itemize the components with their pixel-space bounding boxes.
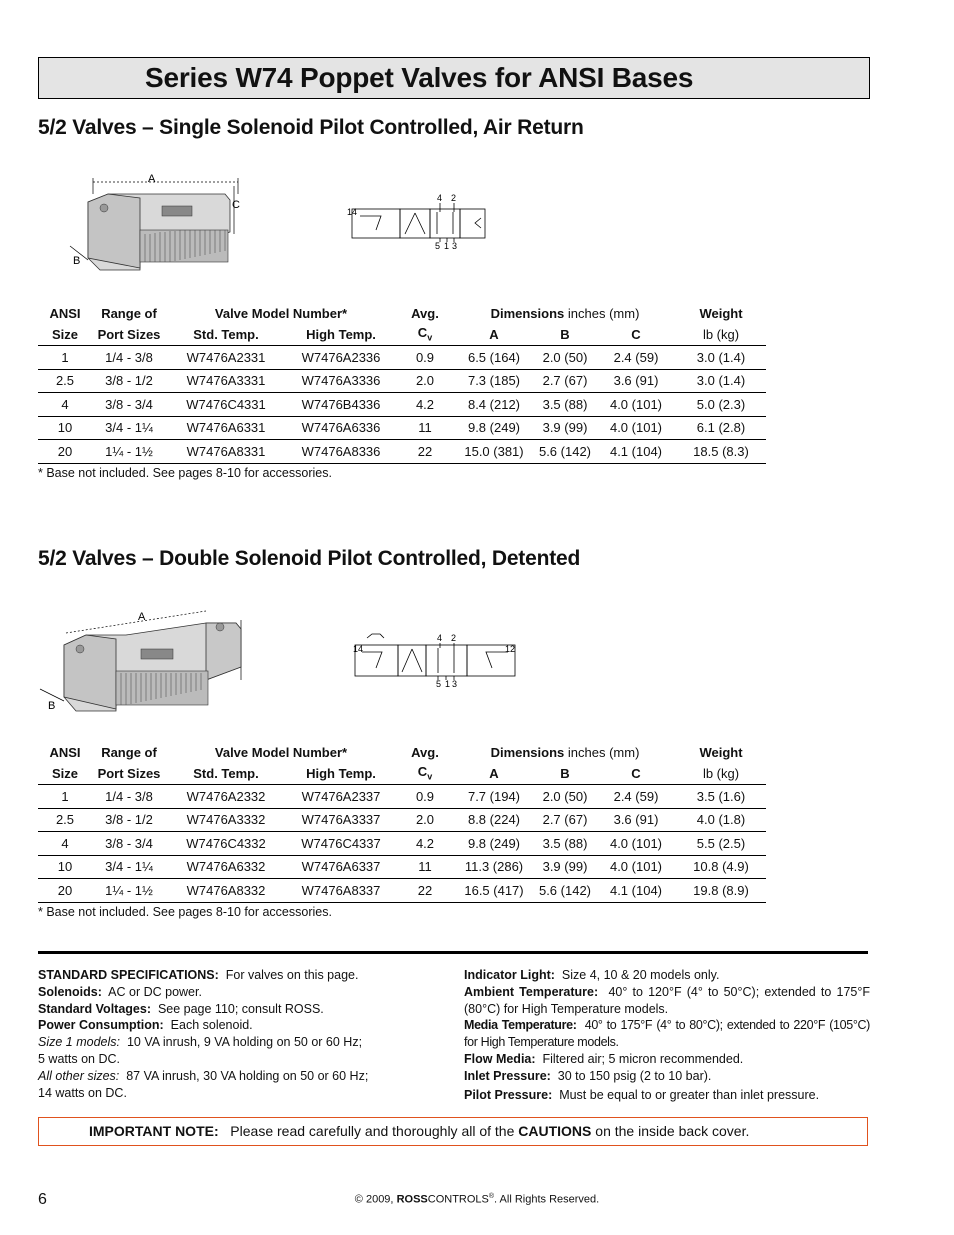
- header-ansi: ANSI: [49, 305, 81, 321]
- registered-mark: ®: [488, 1193, 495, 1200]
- table-row: [38, 808, 766, 832]
- cell-dim-b: 2.7 (67): [534, 369, 596, 393]
- symbol-port-4: 4: [437, 633, 443, 643]
- header-model: Valve Model Number*: [214, 744, 348, 760]
- brand-suffix: CONTROLS: [427, 1193, 489, 1206]
- header-cv: [396, 323, 454, 346]
- pneumatic-symbol-single: [345, 190, 490, 252]
- cell-dim-b: 3.5 (88): [534, 393, 596, 417]
- cell-dim-a: 8.8 (224): [454, 808, 534, 832]
- cell-dim-a: 15.0 (381): [454, 440, 534, 464]
- cell-cv: 0.9: [396, 785, 454, 809]
- spec-inlet-value: 30 to 150 psig (2 to 10 bar).: [557, 1068, 712, 1083]
- spec-flow-label: Flow Media:: [464, 1051, 536, 1066]
- spec-voltages-label: Standard Voltages:: [38, 1001, 151, 1016]
- page-title: Series W74 Poppet Valves for ANSI Bases: [145, 62, 694, 93]
- cell-size: 10: [38, 855, 92, 879]
- cell-dim-a: 6.5 (164): [454, 346, 534, 370]
- header-high-temp: High Temp.: [306, 326, 376, 342]
- cell-weight: 10.8 (4.9): [676, 855, 766, 879]
- cell-dim-a: 16.5 (417): [454, 879, 534, 903]
- header-dim-b: B: [560, 326, 570, 342]
- spec-standard-value: For valves on this page.: [225, 968, 359, 982]
- cell-port-range: 3/8 - 3/4: [92, 832, 166, 856]
- header-dimensions-label: Dimensions: [490, 305, 565, 321]
- header-dim-a: A: [489, 326, 499, 342]
- spec-pilot-label: Pilot Pressure:: [464, 1087, 553, 1102]
- cell-weight: 18.5 (8.3): [676, 440, 766, 464]
- cell-port-range: 1¼ - 1½: [92, 440, 166, 464]
- table-row: [38, 416, 766, 440]
- cell-dim-b: 3.9 (99): [534, 416, 596, 440]
- important-note-box: [38, 1117, 868, 1146]
- section-divider: [38, 951, 868, 954]
- cell-port-range: 1/4 - 3/8: [92, 346, 166, 370]
- cell-std-model: W7476C4331: [166, 393, 286, 417]
- brand-name: ROSS: [396, 1193, 428, 1206]
- cell-weight: 3.0 (1.4): [676, 369, 766, 393]
- header-dim-c: C: [631, 326, 641, 342]
- page-number: 6: [38, 1191, 47, 1208]
- spec-inlet-label: Inlet Pressure:: [464, 1068, 551, 1083]
- header-dimensions-unit: inches (mm): [567, 744, 640, 760]
- dim-a-label: A: [138, 611, 146, 623]
- cell-port-range: 1¼ - 1½: [92, 879, 166, 903]
- table-row: [38, 832, 766, 856]
- spec-ambient-value: 40° to 120°F (4° to 50°C); extended to 175°F (80°C) for High Temperature models.: [464, 984, 870, 1016]
- cell-size: 20: [38, 879, 92, 903]
- standard-specifications: [38, 967, 418, 1101]
- cell-dim-c: 4.0 (101): [596, 832, 676, 856]
- symbol-port-14: 14: [347, 207, 358, 217]
- cell-dim-b: 2.0 (50): [534, 346, 596, 370]
- cell-port-range: 3/8 - 1/2: [92, 808, 166, 832]
- cell-cv: 2.0: [396, 808, 454, 832]
- cell-dim-c: 2.4 (59): [596, 785, 676, 809]
- cell-port-range: 1/4 - 3/8: [92, 785, 166, 809]
- header-avg: Avg.: [411, 744, 439, 760]
- cell-weight: 19.8 (8.9): [676, 879, 766, 903]
- cell-dim-b: 5.6 (142): [534, 879, 596, 903]
- spec-power-value: Each solenoid.: [170, 1018, 253, 1033]
- header-ansi: ANSI: [49, 744, 81, 760]
- header-dim-b: B: [560, 765, 570, 781]
- header-model: Valve Model Number*: [214, 305, 348, 321]
- cell-dim-c: 3.6 (91): [596, 808, 676, 832]
- cell-size: 2.5: [38, 808, 92, 832]
- copyright-prefix: © 2009,: [354, 1193, 394, 1206]
- spec-solenoids-label: Solenoids:: [38, 984, 102, 999]
- copyright-rights: . All Rights Reserved.: [494, 1193, 600, 1206]
- header-cv-sub: v: [427, 771, 433, 782]
- cell-weight: 6.1 (2.8): [676, 416, 766, 440]
- important-note-cautions: CAUTIONS: [518, 1123, 592, 1139]
- header-dim-c: C: [631, 765, 641, 781]
- cell-size: 4: [38, 832, 92, 856]
- cell-port-range: 3/8 - 1/2: [92, 369, 166, 393]
- cell-port-range: 3/4 - 1¼: [92, 416, 166, 440]
- symbol-port-1: 1: [444, 241, 450, 251]
- cell-std-model: W7476C4332: [166, 832, 286, 856]
- symbol-port-2: 2: [451, 633, 457, 643]
- cell-size: 4: [38, 393, 92, 417]
- cell-high-model: W7476A3337: [286, 808, 396, 832]
- cell-port-range: 3/8 - 3/4: [92, 393, 166, 417]
- cell-dim-c: 3.6 (91): [596, 369, 676, 393]
- cell-high-model: W7476A8336: [286, 440, 396, 464]
- cell-weight: 5.0 (2.3): [676, 393, 766, 417]
- header-cv-c: C: [417, 325, 428, 341]
- cell-std-model: W7476A3331: [166, 369, 286, 393]
- header-port-sizes: Port Sizes: [97, 326, 161, 342]
- header-weight: Weight: [699, 744, 743, 760]
- spec-voltages-value: See page 110; consult ROSS.: [157, 1001, 324, 1016]
- additional-specifications: [464, 967, 870, 1103]
- cell-dim-b: 5.6 (142): [534, 440, 596, 464]
- cell-weight: 3.5 (1.6): [676, 785, 766, 809]
- symbol-port-5: 5: [436, 679, 442, 689]
- cell-weight: 3.0 (1.4): [676, 346, 766, 370]
- spec-indicator-value: Size 4, 10 & 20 models only.: [561, 968, 720, 982]
- cell-high-model: W7476A2336: [286, 346, 396, 370]
- table-row: [38, 369, 766, 393]
- header-cv-sub: v: [427, 332, 433, 343]
- spec-indicator-label: Indicator Light:: [464, 968, 555, 982]
- footnote-single: * Base not included. See pages 8-10 for accessories.: [38, 466, 332, 480]
- important-note-text: Please read carefully and thoroughly all of the: [230, 1123, 515, 1139]
- header-weight-unit: lb (kg): [702, 326, 740, 342]
- spec-other-value-2: 14 watts on DC.: [38, 1085, 127, 1100]
- table-row: [38, 855, 766, 879]
- spec-media-label: Media Temperature:: [464, 1018, 577, 1033]
- spec-table-double-solenoid: [38, 742, 766, 903]
- cell-dim-c: 2.4 (59): [596, 346, 676, 370]
- cell-high-model: W7476A6337: [286, 855, 396, 879]
- header-dim-a: A: [489, 765, 499, 781]
- cell-size: 20: [38, 440, 92, 464]
- symbol-port-3: 3: [452, 679, 458, 689]
- cell-high-model: W7476A6336: [286, 416, 396, 440]
- dim-c-label: C: [232, 199, 240, 211]
- header-cv-c: C: [417, 764, 428, 780]
- spec-size1-value: 10 VA inrush, 9 VA holding on 50 or 60 Hz;: [126, 1035, 363, 1050]
- cell-dim-c: 4.0 (101): [596, 393, 676, 417]
- cell-dim-a: 9.8 (249): [454, 416, 534, 440]
- dim-a-label: A: [148, 173, 156, 185]
- header-range: Range of: [101, 305, 157, 321]
- cell-dim-b: 3.5 (88): [534, 832, 596, 856]
- header-cv: [396, 762, 454, 785]
- cell-cv: 11: [396, 416, 454, 440]
- important-note-label: IMPORTANT NOTE:: [89, 1123, 219, 1139]
- cell-cv: 4.2: [396, 832, 454, 856]
- header-size: Size: [51, 765, 78, 781]
- header-std-temp: Std. Temp.: [193, 765, 259, 781]
- cell-cv: 4.2: [396, 393, 454, 417]
- cell-std-model: W7476A8332: [166, 879, 286, 903]
- dim-b-label: B: [48, 700, 56, 712]
- cell-std-model: W7476A2332: [166, 785, 286, 809]
- header-std-temp: Std. Temp.: [193, 326, 259, 342]
- table-row: [38, 879, 766, 903]
- cell-std-model: W7476A6331: [166, 416, 286, 440]
- symbol-port-4: 4: [437, 193, 443, 203]
- symbol-port-3: 3: [452, 241, 458, 251]
- footnote-double: * Base not included. See pages 8-10 for accessories.: [38, 905, 332, 919]
- header-port-sizes: Port Sizes: [97, 765, 161, 781]
- cell-dim-a: 11.3 (286): [454, 855, 534, 879]
- cell-size: 1: [38, 785, 92, 809]
- cell-dim-b: 3.9 (99): [534, 855, 596, 879]
- symbol-port-12: 12: [505, 644, 516, 654]
- important-note-tail: on the inside back cover.: [595, 1123, 750, 1139]
- cell-weight: 5.5 (2.5): [676, 832, 766, 856]
- spec-size1-value-2: 5 watts on DC.: [38, 1051, 120, 1066]
- spec-power-label: Power Consumption:: [38, 1018, 164, 1033]
- cell-dim-c: 4.0 (101): [596, 855, 676, 879]
- cell-cv: 2.0: [396, 369, 454, 393]
- valve-illustration-single: [60, 168, 250, 273]
- header-dimensions-unit: inches (mm): [567, 305, 640, 321]
- cell-std-model: W7476A6332: [166, 855, 286, 879]
- cell-cv: 22: [396, 440, 454, 464]
- symbol-port-1: 1: [445, 679, 451, 689]
- cell-dim-c: 4.1 (104): [596, 879, 676, 903]
- spec-standard-label: STANDARD SPECIFICATIONS:: [38, 968, 219, 982]
- cell-dim-b: 2.0 (50): [534, 785, 596, 809]
- symbol-port-14: 14: [353, 644, 364, 654]
- cell-high-model: W7476A2337: [286, 785, 396, 809]
- header-avg: Avg.: [411, 305, 439, 321]
- section-title-double-solenoid: 5/2 Valves – Double Solenoid Pilot Controlled, Detented: [38, 547, 581, 570]
- header-range: Range of: [101, 744, 157, 760]
- cell-std-model: W7476A3332: [166, 808, 286, 832]
- header-dimensions: [454, 303, 676, 323]
- spec-flow-value: Filtered air; 5 micron recommended.: [542, 1051, 744, 1066]
- spec-other-label: All other sizes:: [38, 1068, 120, 1083]
- spec-other-value: 87 VA inrush, 30 VA holding on 50 or 60 Hz;: [126, 1068, 369, 1083]
- cell-cv: 22: [396, 879, 454, 903]
- cell-dim-a: 8.4 (212): [454, 393, 534, 417]
- cell-dim-a: 7.3 (185): [454, 369, 534, 393]
- dim-b-label: B: [73, 255, 81, 267]
- header-weight: Weight: [699, 305, 743, 321]
- cell-cv: 11: [396, 855, 454, 879]
- cell-size: 10: [38, 416, 92, 440]
- spec-media-value: 40° to 175°F (4° to 80°C); extended to 220°F (105°C) for High Temperature models.: [464, 1018, 870, 1050]
- table-row: [38, 785, 766, 809]
- cell-high-model: W7476B4336: [286, 393, 396, 417]
- spec-table-single-solenoid: [38, 303, 766, 464]
- header-dimensions: [454, 742, 676, 762]
- cell-dim-c: 4.1 (104): [596, 440, 676, 464]
- header-weight-unit: lb (kg): [702, 765, 740, 781]
- table-row: [38, 440, 766, 464]
- table-row: [38, 393, 766, 417]
- section-title-single-solenoid: 5/2 Valves – Single Solenoid Pilot Controlled, Air Return: [38, 116, 584, 139]
- spec-size1-label: Size 1 models:: [38, 1035, 120, 1050]
- spec-pilot-value: Must be equal to or greater than inlet pressure.: [559, 1087, 820, 1102]
- cell-dim-a: 7.7 (194): [454, 785, 534, 809]
- header-dimensions-label: Dimensions: [490, 744, 565, 760]
- cell-cv: 0.9: [396, 346, 454, 370]
- pneumatic-symbol-double: [350, 630, 520, 692]
- header-high-temp: High Temp.: [306, 765, 376, 781]
- valve-illustration-double: [36, 605, 251, 715]
- spec-solenoids-value: AC or DC power.: [108, 984, 202, 999]
- table-row: [38, 346, 766, 370]
- spec-ambient-label: Ambient Temperature:: [464, 984, 599, 999]
- cell-weight: 4.0 (1.8): [676, 808, 766, 832]
- cell-high-model: W7476A3336: [286, 369, 396, 393]
- header-size: Size: [51, 326, 78, 342]
- symbol-port-2: 2: [451, 193, 457, 203]
- symbol-port-5: 5: [435, 241, 441, 251]
- page-title-box: [38, 57, 870, 99]
- cell-size: 2.5: [38, 369, 92, 393]
- cell-high-model: W7476A8337: [286, 879, 396, 903]
- cell-high-model: W7476C4337: [286, 832, 396, 856]
- cell-std-model: W7476A8331: [166, 440, 286, 464]
- cell-dim-c: 4.0 (101): [596, 416, 676, 440]
- cell-size: 1: [38, 346, 92, 370]
- copyright: [0, 1193, 954, 1206]
- cell-dim-b: 2.7 (67): [534, 808, 596, 832]
- cell-port-range: 3/4 - 1¼: [92, 855, 166, 879]
- cell-dim-a: 9.8 (249): [454, 832, 534, 856]
- cell-std-model: W7476A2331: [166, 346, 286, 370]
